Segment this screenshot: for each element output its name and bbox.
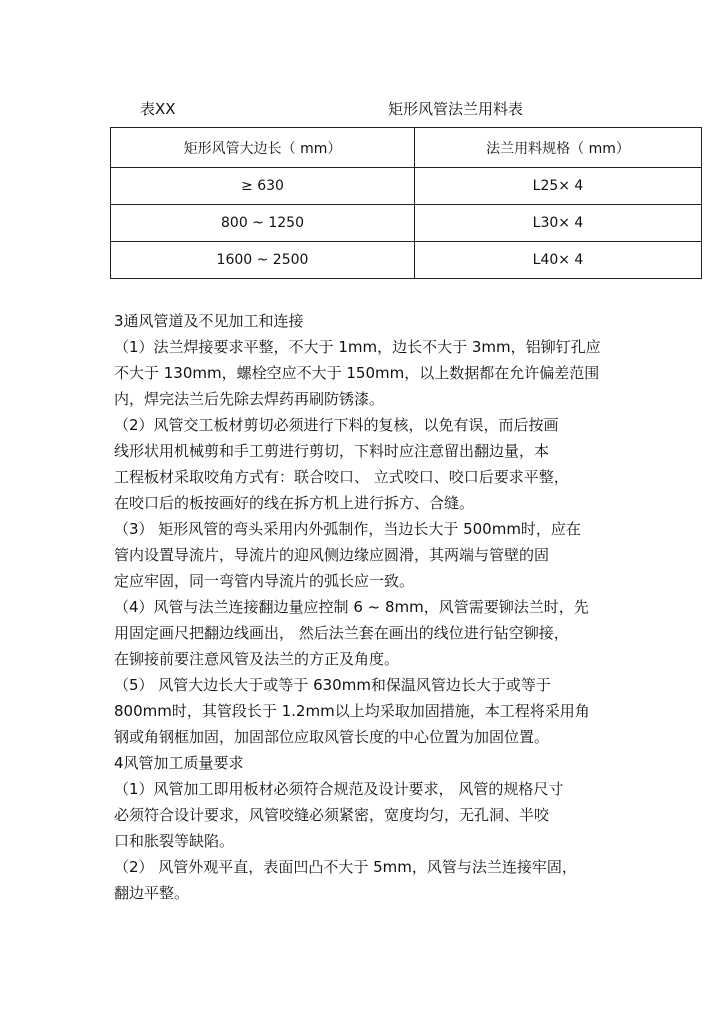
text-line: （2） 风管外观平直，表面凹凸不大于 5mm，风管与法兰连接牢固，	[114, 858, 577, 876]
text-line: 定应牢固，同一弯管内导流片的弧长应一致。	[114, 572, 415, 590]
table-cell: L30× 4	[415, 205, 702, 242]
table-row	[111, 242, 702, 279]
table-cell: ≥ 630	[111, 168, 415, 205]
table-cell: 1600 ~ 2500	[111, 242, 415, 279]
text-line: （1）风管加工即用板材必须符合规范及设计要求， 风管的规格尺寸	[114, 780, 564, 798]
text-line: 翻边平整。	[114, 884, 190, 902]
table-header-row	[111, 128, 702, 168]
text-line: 口和胀裂等缺陷。	[114, 832, 235, 850]
table-cell: L40× 4	[415, 242, 702, 279]
text-line: 不大于 130mm，螺栓空应不大于 150mm，以上数据都在允许偏差范围	[114, 364, 600, 382]
table-title: 矩形风管法兰用料表	[388, 100, 524, 118]
text-line: （3） 矩形风管的弯头采用内外弧制作，当边长大于 500mm时，应在	[114, 520, 581, 538]
table-cell: 800 ~ 1250	[111, 205, 415, 242]
section-heading: 4风管加工质量要求	[114, 754, 244, 772]
text-line: 在铆接前要注意风管及法兰的方正及角度。	[114, 650, 400, 668]
text-line: 工程板材采取咬角方式有：联合咬口、 立式咬口、咬口后要求平整，	[114, 468, 569, 486]
text-line: （5） 风管大边长大于或等于 630mm和保温风管边长大于或等于	[114, 676, 551, 694]
text-line: 线形状用机械剪和手工剪进行剪切，下料时应注意留出翻边量，本	[114, 442, 550, 460]
flange-spec-table	[110, 127, 702, 279]
table-row	[111, 168, 702, 205]
table-cell: L25× 4	[415, 168, 702, 205]
column-header: 法兰用料规格（ mm）	[415, 128, 702, 168]
text-line: 在咬口后的板按画好的线在拆方机上进行拆方、合缝。	[114, 494, 475, 512]
text-line: （4）风管与法兰连接翻边量应控制 6 ~ 8mm，风管需要铆法兰时，先	[114, 598, 589, 616]
text-line: （1）法兰焊接要求平整，不大于 1mm，边长不大于 3mm，铝铆钉孔应	[114, 338, 601, 356]
body-text	[114, 308, 714, 906]
text-line: 钢或角钢框加固，加固部位应取风管长度的中心位置为加固位置。	[114, 728, 550, 746]
text-line: 内，焊完法兰后先除去焊药再刷防锈漆。	[114, 390, 385, 408]
table-label: 表XX	[140, 100, 176, 118]
text-line: 800mm时，其管段长于 1.2mm以上均采取加固措施，本工程将采用角	[114, 702, 590, 720]
section-heading: 3通风管道及不见加工和连接	[114, 312, 304, 330]
text-line: 用固定画尺把翻边线画出， 然后法兰套在画出的线位进行钻空铆接，	[114, 624, 569, 642]
table-row	[111, 205, 702, 242]
column-header: 矩形风管大边长（ mm）	[111, 128, 415, 168]
text-line: 必须符合设计要求，风管咬缝必须紧密，宽度均匀，无孔洞、半咬	[114, 806, 550, 824]
text-line: （2）风管交工板材剪切必须进行下料的复核，以免有误，而后按画	[114, 416, 559, 434]
text-line: 管内设置导流片，导流片的迎风侧边缘应圆滑，其两端与管壁的固	[114, 546, 550, 564]
